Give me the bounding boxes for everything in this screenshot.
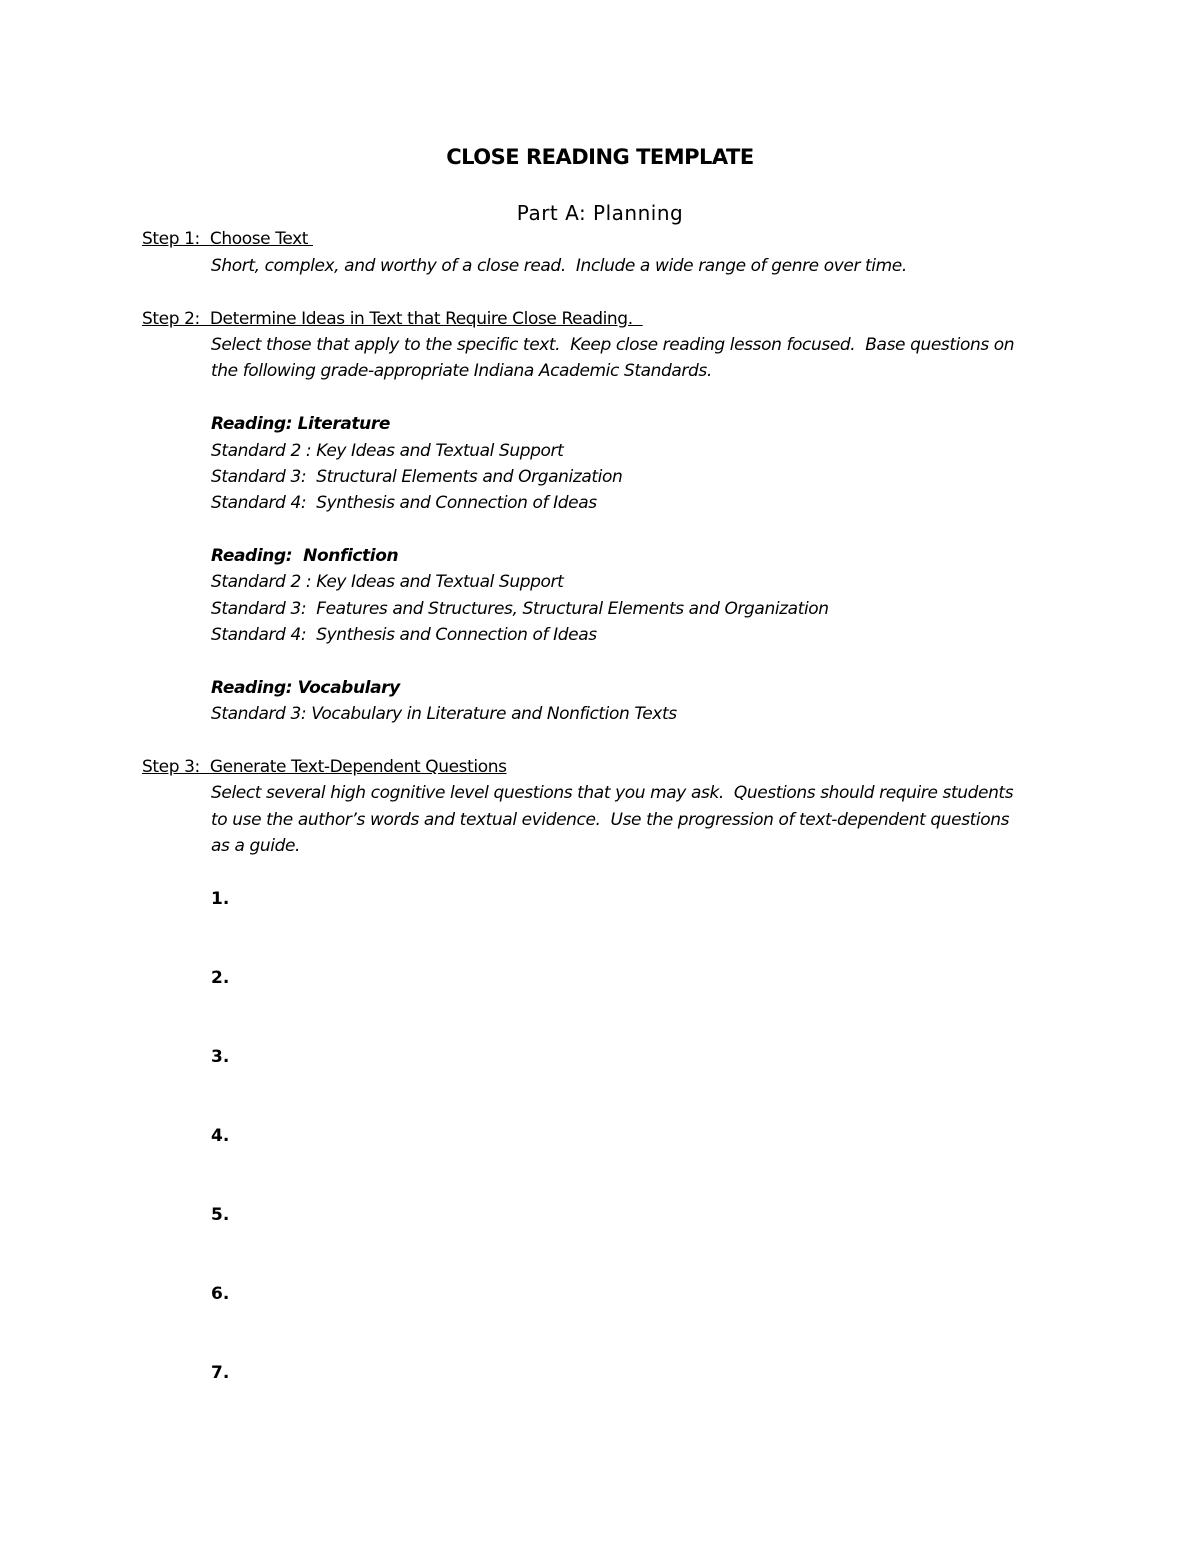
- question-number: 3.: [211, 1047, 230, 1067]
- question-number: 5.: [211, 1205, 230, 1225]
- standards-group-title: Reading: Nonfiction: [211, 546, 399, 566]
- question-number: 1.: [211, 889, 230, 909]
- standards-group-title: Reading: Vocabulary: [211, 678, 400, 698]
- standard-item: Standard 4: Synthesis and Connection of Ideas: [211, 493, 597, 513]
- standard-item: Standard 2 : Key Ideas and Textual Support: [211, 441, 564, 461]
- standards-group-title: Reading: Literature: [211, 414, 390, 434]
- document-subtitle: Part A: Planning: [516, 201, 684, 225]
- step2-heading: Step 2: Determine Ideas in Text that Require Close Reading.: [142, 309, 643, 329]
- step1-heading: Step 1: Choose Text: [142, 229, 314, 249]
- step3-description-line: to use the author’s words and textual evidence. Use the progression of text-dependent questions: [211, 810, 1010, 830]
- standard-item: Standard 3: Structural Elements and Organization: [211, 467, 623, 487]
- step3-description-line: as a guide.: [211, 836, 301, 856]
- standard-item: Standard 2 : Key Ideas and Textual Support: [211, 572, 564, 592]
- step3-heading: Step 3: Generate Text-Dependent Questions: [142, 757, 507, 777]
- document-title: CLOSE READING TEMPLATE: [446, 145, 754, 169]
- step3-description-line: Select several high cognitive level questions that you may ask. Questions should require students: [211, 783, 1014, 803]
- standard-item: Standard 3: Features and Structures, Structural Elements and Organization: [211, 599, 829, 619]
- question-number: 6.: [211, 1284, 230, 1304]
- question-number: 2.: [211, 968, 230, 988]
- step1-description: Short, complex, and worthy of a close read. Include a wide range of genre over time.: [211, 256, 907, 276]
- question-number: 4.: [211, 1126, 230, 1146]
- step2-description-line: Select those that apply to the specific text. Keep close reading lesson focused. Base questions on: [211, 335, 1015, 355]
- question-number: 7.: [211, 1363, 230, 1383]
- standard-item: Standard 4: Synthesis and Connection of Ideas: [211, 625, 597, 645]
- step2-description-line: the following grade-appropriate Indiana Academic Standards.: [211, 361, 712, 381]
- standard-item: Standard 3: Vocabulary in Literature and Nonfiction Texts: [211, 704, 677, 724]
